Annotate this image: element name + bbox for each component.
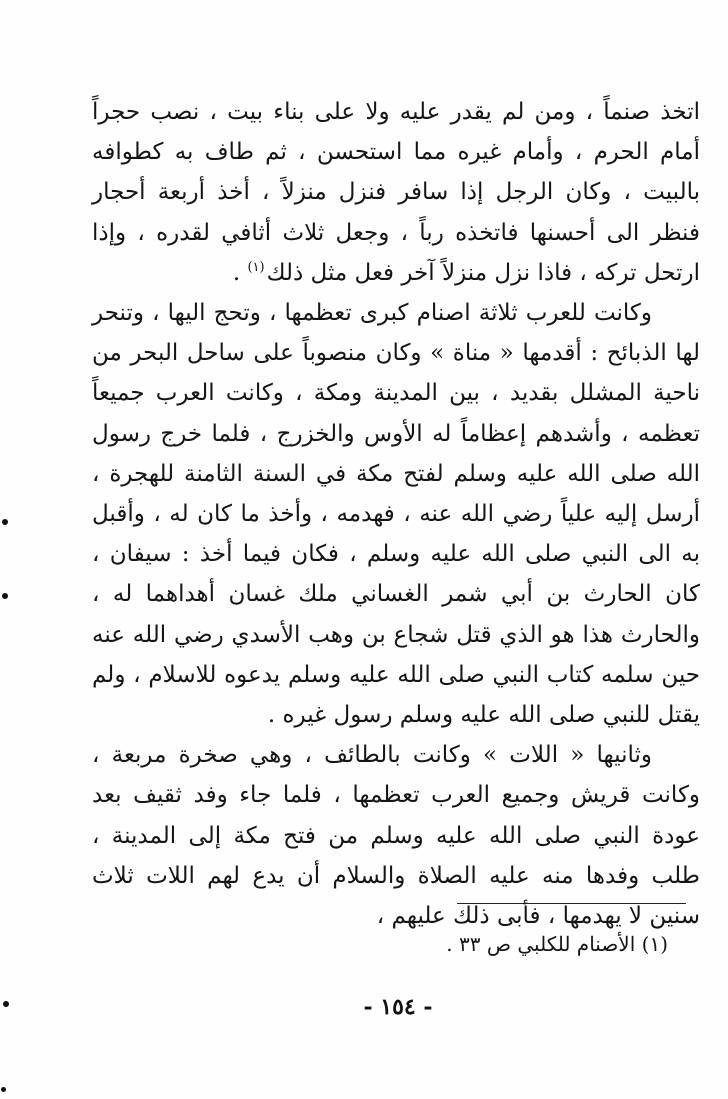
page-number: - ١٥٤ - <box>363 994 433 1020</box>
footnote-divider <box>457 903 686 904</box>
paragraph-1 <box>92 92 700 293</box>
scan-speck <box>2 593 8 599</box>
scan-speck <box>1 1087 6 1092</box>
paragraph-3-text: وثانيها « اللات » وكانت بالطائف ، وهي صخرة مربعة ، وكانت قريش وجميع العرب تعظمها ، فلما جاء وفد ثقيف بعد عودة النبي صلى الله عليه وسلم من فتح مكة إلى المدينة ، طلب وفدها منه عليه الصلاة والسلام أن يدع لهم اللات ثلاث سنين لا يهدمها ، فأبى ذلك عليهم ، <box>92 742 700 930</box>
footnote-reference: (١) <box>247 260 265 276</box>
paragraph-3 <box>92 735 700 936</box>
body-text <box>92 92 700 936</box>
paragraph-2-text: وكانت للعرب ثلاثة اصنام كبرى تعظمها ، وتحج اليها ، وتنحر لها الذبائح : أقدمها « مناة » وكان منصوباً على ساحل البحر من ناحية المشلل بقديد ، بين المدينة ومكة ، وكانت العرب جميعاً تعظمه ، وأشدهم إعظاماً له الأوس والخزرج ، فلما خرج رسول الله صلى الله عليه وسلم لفتح مكة في السنة الثامنة للهجرة ، أرسل إليه علياً رضي الله عنه ، فهدمه ، وأخذ ما كان له ، وأقبل به الى النبي صلى الله عليه وسلم ، فكان فيما أخذ : سيفان ، كان الحارث بن أبي شمر الغساني ملك غسان أهداهما له ، والحارث هذا هو الذي قتل شجاع بن وهب الأسدي رضي الله عنه حين سلمه كتاب النبي صلى الله عليه وسلم يدعوه للاسلام ، ولم يقتل للنبي صلى الله عليه وسلم رسول غيره . <box>92 300 700 729</box>
paragraph-1-period: . <box>232 259 248 286</box>
scan-speck <box>3 1001 9 1007</box>
footnote: (١) الأصنام للكلبي ص ٣٣ . <box>446 932 668 956</box>
paragraph-1-text: اتخذ صنماً ، ومن لم يقدر عليه ولا على بناء بيت ، نصب حجراً أمام الحرم ، وأمام غيره مما استحسن ، ثم طاف به كطوافه بالبيت ، وكان الرجل إذا سافر فنزل منزلاً ، أخذ أربعة أحجار فنظر الى أحسنها فاتخذه رباً ، وجعل ثلاث أثافي لقدره ، وإذا ارتحل تركه ، فاذا نزل منزلاً آخر فعل مثل ذلك <box>92 99 700 286</box>
scan-speck <box>2 519 8 525</box>
paragraph-2 <box>92 293 700 735</box>
